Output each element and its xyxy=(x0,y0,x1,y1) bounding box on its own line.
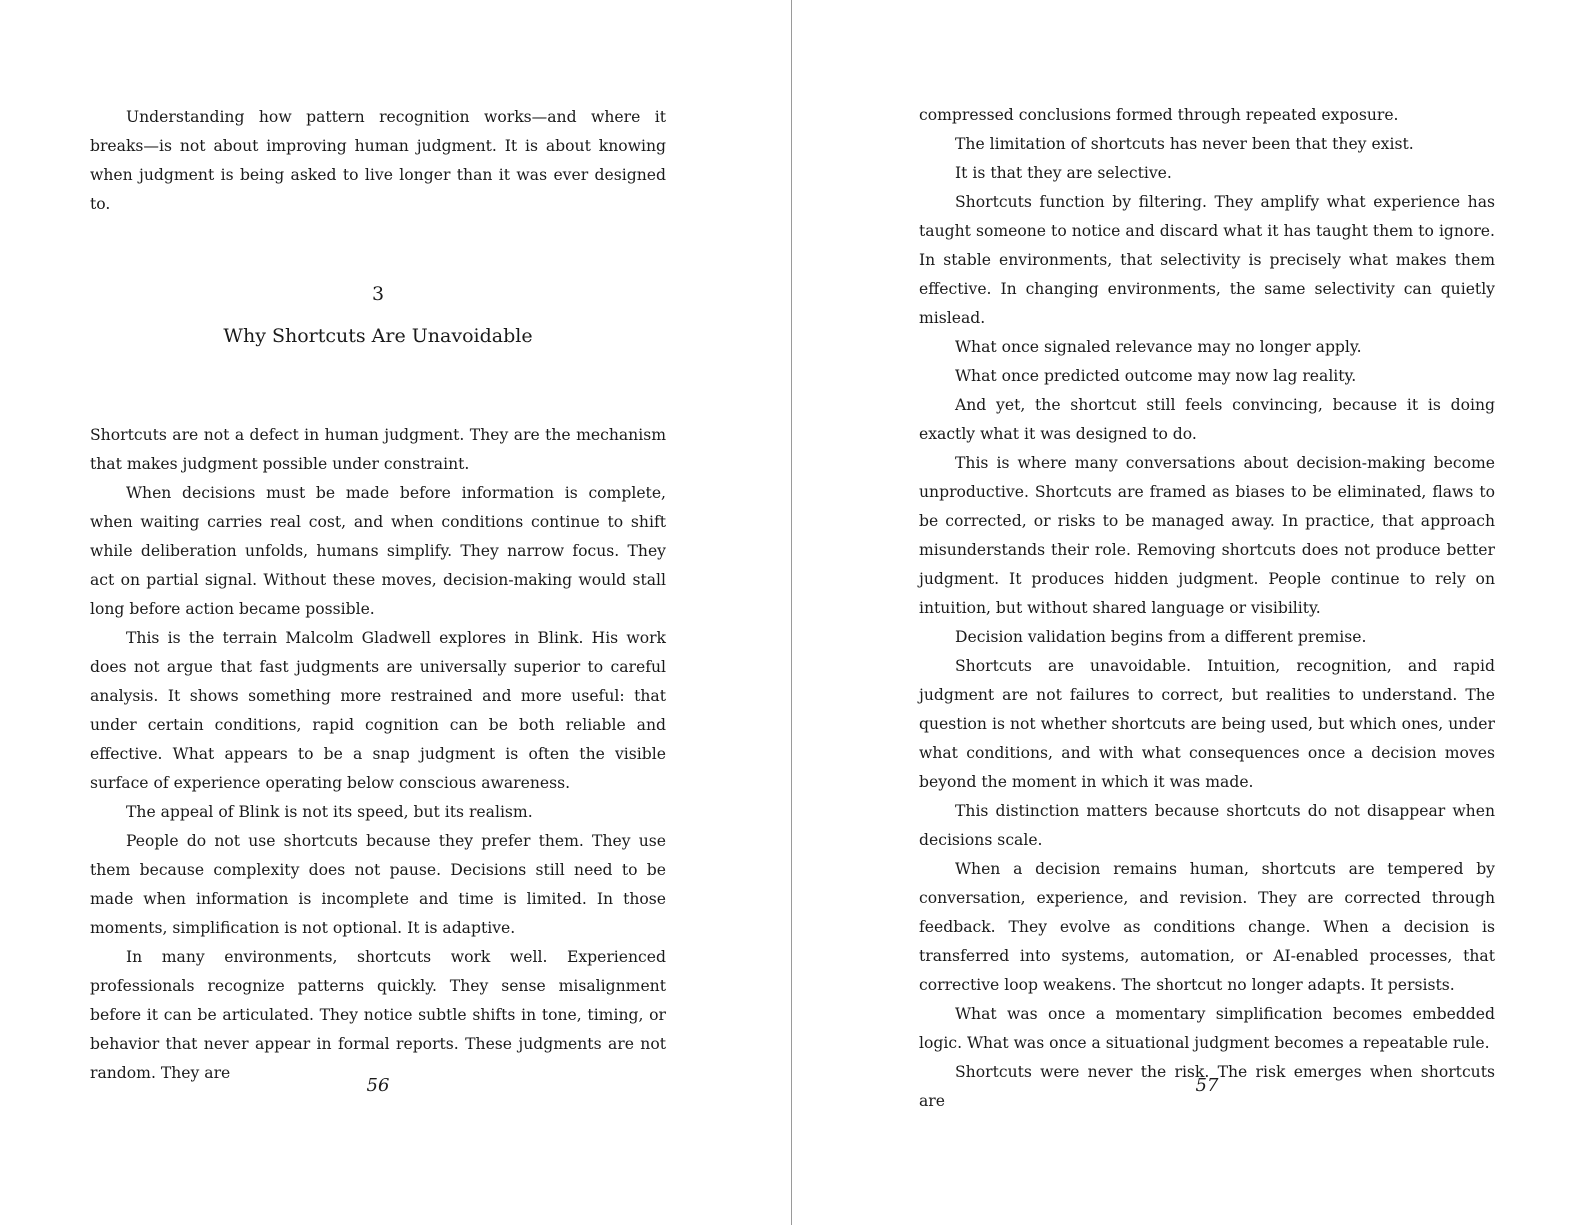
right-page-body xyxy=(919,101,1495,1116)
paragraph: Shortcuts are unavoidable. Intuition, recognition, and rapid judgment are not failures to correct, but realities to understand. The question is not whether shortcuts are being used, but which ones, under what conditions, and with what consequences once a decision moves beyond the moment in which it was made. xyxy=(919,657,1495,791)
paragraph: This is the terrain Malcolm Gladwell explores in Blink. His work does not argue that fast judgments are universally superior to careful analysis. It shows something more restrained and more useful: that under certain conditions, rapid cognition can be both reliable and effective. What appears to be a snap judgment is often the visible surface of experience operating below conscious awareness. xyxy=(90,629,666,792)
paragraph: This is where many conversations about decision-making become unproductive. Shortcuts are framed as biases to be eliminated, flaws to be corrected, or risks to be managed away. In practice, that approach misunderstands their role. Removing shortcuts does not produce better judgment. It produces hidden judgment. People continue to rely on intuition, but without shared language or visibility. xyxy=(919,454,1495,617)
chapter-title: Why Shortcuts Are Unavoidable xyxy=(223,325,533,347)
left-page-intro xyxy=(90,103,666,219)
paragraph: compressed conclusions formed through repeated exposure. xyxy=(919,106,1399,124)
paragraph: The limitation of shortcuts has never been that they exist. xyxy=(955,135,1414,153)
paragraph: Decision validation begins from a different premise. xyxy=(955,628,1367,646)
paragraph: When a decision remains human, shortcuts are tempered by conversation, experience, and revision. They are corrected through feedback. They evolve as conditions change. When a decision is transferred into systems, automation, or AI-enabled processes, that corrective loop weakens. The shortcut no longer adapts. It persists. xyxy=(919,860,1495,994)
paragraph: Understanding how pattern recognition works—and where it breaks—is not about improving human judgment. It is about knowing when judgment is being asked to live longer than it was ever designed to. xyxy=(90,108,666,213)
paragraph: What once signaled relevance may no longer apply. xyxy=(955,338,1362,356)
paragraph: This distinction matters because shortcuts do not disappear when decisions scale. xyxy=(919,802,1495,849)
paragraph: When decisions must be made before information is complete, when waiting carries real cost, and when conditions continue to shift while deliberation unfolds, humans simplify. They narrow focus. They act on partial signal. Without these moves, decision-making would stall long before action became possible. xyxy=(90,484,666,618)
paragraph: Shortcuts function by filtering. They amplify what experience has taught someone to notice and discard what it has taught them to ignore. In stable environments, that selectivity is precisely what makes them effective. In changing environments, the same selectivity can quietly mislead. xyxy=(919,193,1495,327)
paragraph: People do not use shortcuts because they prefer them. They use them because complexity does not pause. Decisions still need to be made when information is incomplete and time is limited. In those moments, simplification is not optional. It is adaptive. xyxy=(90,832,666,937)
page-number: 57 xyxy=(1195,1075,1219,1096)
paragraph: In many environments, shortcuts work well. Experienced professionals recognize patterns quickly. They sense misalignment before it can be articulated. They notice subtle shifts in tone, timing, or behavior that never appear in formal reports. These judgments are not random. They are xyxy=(90,948,666,1082)
paragraph: Shortcuts are not a defect in human judgment. They are the mechanism that makes judgment possible under constraint. xyxy=(90,426,666,473)
paragraph: What was once a momentary simplification becomes embedded logic. What was once a situational judgment becomes a repeatable rule. xyxy=(919,1005,1495,1052)
paragraph: It is that they are selective. xyxy=(955,164,1172,182)
page-number: 56 xyxy=(366,1075,390,1096)
chapter-number: 3 xyxy=(371,283,385,305)
left-page xyxy=(0,0,791,1225)
paragraph: Shortcuts were never the risk. The risk emerges when shortcuts are xyxy=(919,1063,1495,1110)
right-page xyxy=(792,0,1583,1225)
paragraph: And yet, the shortcut still feels convincing, because it is doing exactly what it was designed to do. xyxy=(919,396,1495,443)
paragraph: What once predicted outcome may now lag reality. xyxy=(955,367,1357,385)
left-page-body xyxy=(90,421,666,1088)
paragraph: The appeal of Blink is not its speed, but its realism. xyxy=(126,803,533,821)
